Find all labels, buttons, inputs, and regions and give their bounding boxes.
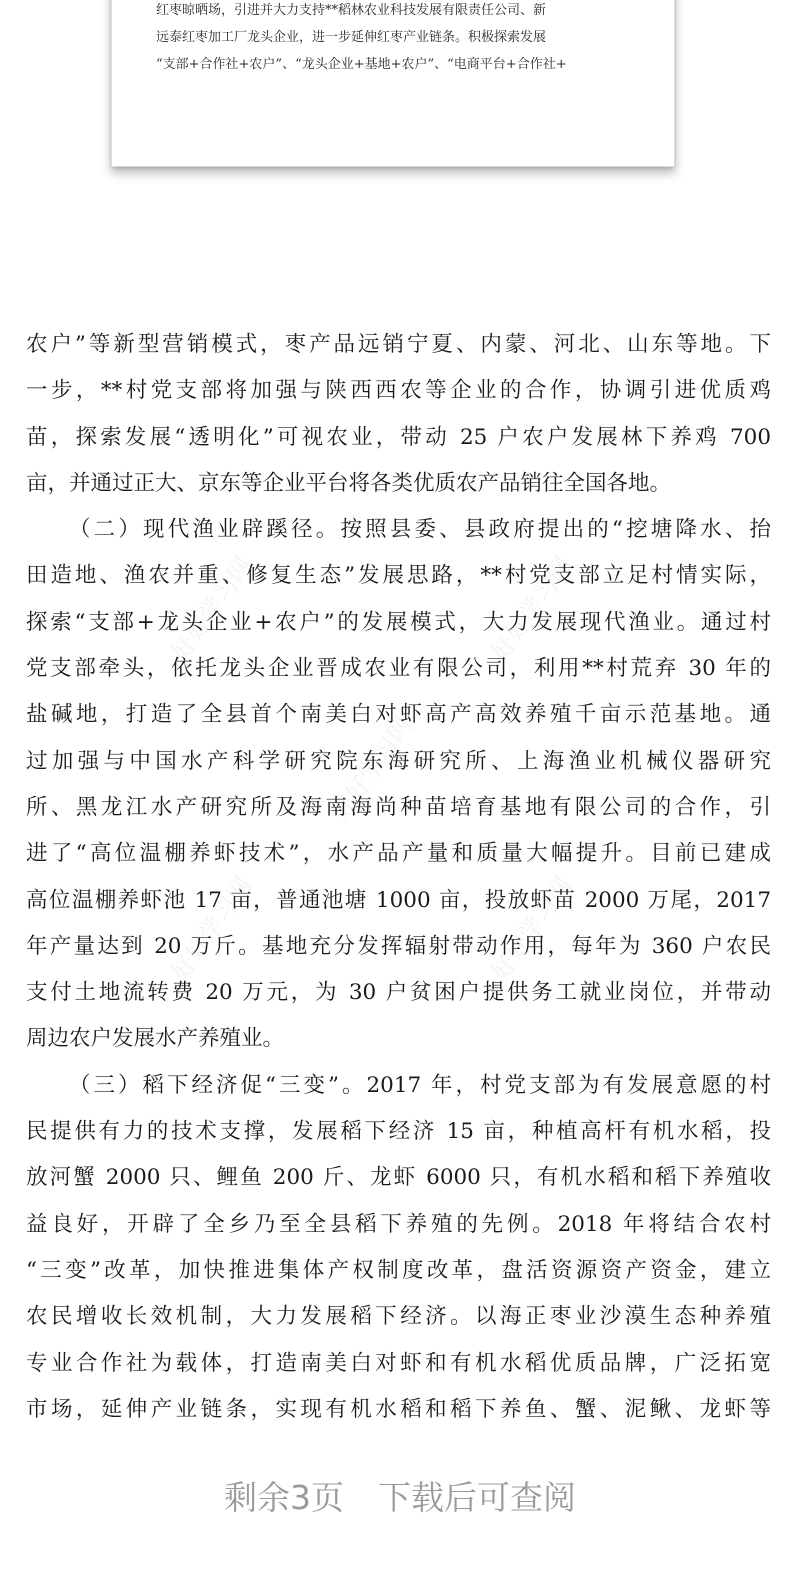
paragraph-2 xyxy=(26,507,771,1063)
watermark: 好好学习网 xyxy=(486,871,578,987)
text-line: 专业合作社为载体，打造南美白对虾和有机水稻优质品牌，广泛拓宽 xyxy=(26,1350,771,1376)
preview-line: “支部+合作社+农户”、“龙头企业+基地+农户”、“电商平台+合作社+ xyxy=(156,57,567,72)
text-line: 党支部牵头，依托龙头企业晋成农业有限公司，利用**村荒弃 30 年的 xyxy=(26,656,771,682)
remaining-pages-label: 剩余3页 xyxy=(224,1477,344,1517)
document-body xyxy=(26,322,771,1433)
text-line: 年产量达到 20 万斤。基地充分发挥辐射带动作用，每年为 360 户农民 xyxy=(26,933,771,959)
text-line: 支付土地流转费 20 万元，为 30 户贫困户提供务工就业岗位，并带动 xyxy=(26,980,771,1006)
watermark: 好好学习网 xyxy=(326,711,418,827)
text-line: 高位温棚养虾池 17 亩，普通池塘 1000 亩，投放虾苗 2000 万尾，2017 xyxy=(26,887,771,913)
preview-page-text xyxy=(156,0,644,78)
preview-page-card xyxy=(111,0,675,167)
text-line: 盐碱地，打造了全县首个南美白对虾高产高效养殖千亩示范基地。通 xyxy=(26,702,771,728)
watermark: 好好学习网 xyxy=(486,551,578,667)
text-line: 亩，并通过正大、京东等企业平台将各类优质农产品销往全国各地。 xyxy=(26,470,672,496)
text-line: “三变”改革，加快推进集体产权制度改革，盘活资源资产资金，建立 xyxy=(26,1257,771,1283)
text-line: 农户”等新型营销模式，枣产品远销宁夏、内蒙、河北、山东等地。下 xyxy=(26,332,771,357)
text-line: 田造地、渔农并重、修复生态”发展思路，**村党支部立足村情实际， xyxy=(26,563,771,589)
paragraph-3 xyxy=(26,1063,771,1433)
watermark: 好好学习网 xyxy=(166,551,258,667)
text-line: 一步，**村党支部将加强与陕西西农等企业的合作，协调引进优质鸡 xyxy=(26,378,771,404)
text-line: 市场，延伸产业链条，实现有机水稻和稻下养鱼、蟹、泥鳅、龙虾等 xyxy=(26,1396,771,1422)
download-to-read-label: 下载后可查阅 xyxy=(378,1477,576,1517)
text-line: 农民增收长效机制，大力发展稻下经济。以海正枣业沙漠生态种养殖 xyxy=(26,1304,771,1330)
text-line: 进了“高位温棚养虾技术”，水产品产量和质量大幅提升。目前已建成 xyxy=(26,841,771,867)
text-line: 周边农户发展水产养殖业。 xyxy=(26,1026,285,1052)
watermark: 好好学习网 xyxy=(166,871,258,987)
text-line: 放河蟹 2000 只、鲤鱼 200 斤、龙虾 6000 只，有机水稻和稻下养殖收 xyxy=(26,1165,771,1191)
text-line: 苗，探索发展“透明化”可视农业，带动 25 户农户发展林下养鸡 700 xyxy=(26,424,771,450)
paragraph-1 xyxy=(26,322,771,507)
text-line: 益良好，开辟了全乡乃至全县稻下养殖的先例。2018 年将结合农村 xyxy=(26,1211,771,1237)
text-line: （三）稻下经济促“三变”。2017 年，村党支部为有发展意愿的村 xyxy=(69,1072,771,1098)
preview-line: 远泰红枣加工厂龙头企业，进一步延伸红枣产业链条。积极探索发展 xyxy=(156,30,547,45)
text-line: 所、黑龙江水产研究所及海南海尚种苗培育基地有限公司的合作，引 xyxy=(26,794,771,820)
text-line: （二）现代渔业辟蹊径。按照县委、县政府提出的“挖塘降水、抬 xyxy=(69,517,771,543)
preview-line: 红枣晾晒场，引进并大力支持**稻林农业科技发展有限责任公司、新 xyxy=(156,3,547,18)
text-line: 民提供有力的技术支撑，发展稻下经济 15 亩，种植高杆有机水稻，投 xyxy=(26,1119,771,1145)
download-prompt[interactable] xyxy=(0,1455,800,1535)
text-line: 探索“支部+龙头企业+农户”的发展模式，大力发展现代渔业。通过村 xyxy=(26,609,771,635)
text-line: 过加强与中国水产科学研究院东海研究所、上海渔业机械仪器研究 xyxy=(26,748,771,774)
